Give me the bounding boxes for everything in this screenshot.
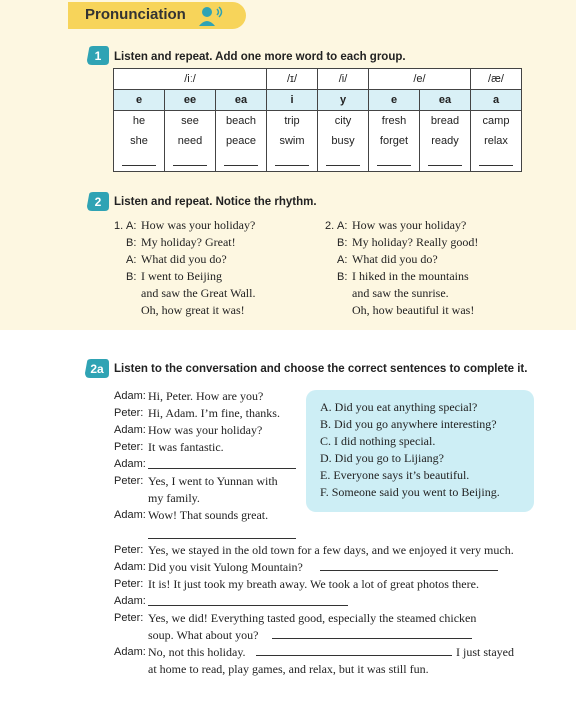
answer-blank[interactable] (320, 558, 498, 571)
exercise-badge-2: 2 (86, 191, 110, 213)
option-c: C. I did nothing special. (320, 434, 436, 448)
conversation-line: Hi, Adam. I’m fine, thanks. (148, 406, 280, 420)
spelling-cell: ea (420, 90, 471, 111)
word-cell: beach (216, 111, 267, 132)
conversation-line: soup. What about you? (148, 628, 259, 642)
answer-blank[interactable] (165, 151, 216, 172)
answer-blank[interactable] (369, 151, 420, 172)
spelling-cell: y (318, 90, 369, 111)
dialogue-number: 2. (325, 220, 335, 232)
option-f: F. Someone said you went to Beijing. (320, 485, 500, 499)
dialogue-line: I hiked in the mountains (352, 269, 469, 283)
answer-blank[interactable] (216, 151, 267, 172)
speaker: Adam: (114, 646, 146, 658)
dialogue-2 (325, 217, 478, 319)
speaker: Adam: (114, 390, 146, 402)
speaker: B: (337, 237, 348, 249)
dialogue-line: How was your holiday? (141, 218, 256, 232)
speaker: Peter: (114, 544, 144, 556)
answer-blank[interactable] (420, 151, 471, 172)
dialogue-line: My holiday? Really good! (352, 235, 479, 249)
answer-blank[interactable] (114, 151, 165, 172)
answer-blank[interactable] (272, 626, 472, 639)
spelling-cell: a (471, 90, 522, 111)
conversation-line: Did you visit Yulong Mountain? (148, 560, 303, 574)
answer-blank[interactable] (471, 151, 522, 172)
spelling-cell: e (369, 90, 420, 111)
word-cell: relax (471, 131, 522, 151)
section-title: Pronunciation (85, 6, 186, 23)
phoneme-header: /i/ (318, 69, 369, 90)
conversation-line: I just stayed (456, 645, 514, 659)
conversation-line: It is! It just took my breath away. We took a lot of great photos there. (148, 577, 479, 591)
word-cell: bread (420, 111, 471, 132)
speaker: Adam: (114, 424, 146, 436)
speaker: Peter: (114, 441, 144, 453)
phoneme-header: /e/ (369, 69, 471, 90)
dialogue-line: What did you do? (141, 252, 227, 266)
exercise-badge-2a: 2a (84, 358, 110, 380)
spelling-cell: ea (216, 90, 267, 111)
dialogue-line: and saw the sunrise. (352, 286, 449, 300)
answer-blank[interactable] (148, 526, 296, 539)
conversation-line: Hi, Peter. How are you? (148, 389, 264, 403)
instruction-1: Listen and repeat. Add one more word to each group. (114, 51, 406, 63)
phoneme-header: /iː/ (114, 69, 267, 90)
conversation-line: Yes, I went to Yunnan with (148, 474, 278, 488)
conversation-line: at home to read, play games, and relax, but it was still fun. (148, 662, 429, 676)
dialogue-1 (114, 217, 255, 319)
speaker: Peter: (114, 578, 144, 590)
conversation-line: Yes, we did! Everything tasted good, especially the steamed chicken (148, 611, 477, 625)
listening-person-icon (198, 5, 224, 27)
answer-blank[interactable] (148, 593, 348, 606)
exercise-badge-1: 1 (86, 45, 110, 67)
dialogue-line: Oh, how great it was! (141, 303, 245, 317)
speaker: Peter: (114, 475, 144, 487)
conversation-line: Wow! That sounds great. (148, 508, 269, 522)
answer-blank[interactable] (148, 456, 296, 469)
speaker: B: (126, 237, 137, 249)
instruction-2: Listen and repeat. Notice the rhythm. (114, 196, 317, 208)
conversation-line: How was your holiday? (148, 423, 263, 437)
dialogue-line: Oh, how beautiful it was! (352, 303, 475, 317)
spelling-cell: e (114, 90, 165, 111)
word-cell: swim (267, 131, 318, 151)
word-cell: busy (318, 131, 369, 151)
speaker: A: (337, 254, 348, 266)
conversation-line: my family. (148, 491, 200, 505)
speaker: Adam: (114, 509, 146, 521)
options-box (306, 390, 534, 512)
word-cell: fresh (369, 111, 420, 132)
conversation-line: Yes, we stayed in the old town for a few days, and we enjoyed it very much. (148, 543, 514, 557)
dialogue-line: My holiday? Great! (141, 235, 236, 249)
word-cell: forget (369, 131, 420, 151)
phoneme-header: /æ/ (471, 69, 522, 90)
dialogue-line: and saw the Great Wall. (141, 286, 256, 300)
section-banner (68, 2, 246, 29)
conversation-line: It was fantastic. (148, 440, 224, 454)
speaker: Adam: (114, 458, 146, 470)
answer-blank[interactable] (256, 643, 452, 656)
word-cell: see (165, 111, 216, 132)
phonics-table (113, 68, 522, 172)
dialogue-number: 1. (114, 220, 124, 232)
speaker: A: (126, 254, 137, 266)
speaker: Adam: (114, 561, 146, 573)
word-cell: ready (420, 131, 471, 151)
instruction-2a: Listen to the conversation and choose the correct sentences to complete it. (114, 363, 528, 375)
option-d: D. Did you go to Lijiang? (320, 451, 444, 465)
dialogue-line: I went to Beijing (141, 269, 222, 283)
option-e: E. Everyone says it’s beautiful. (320, 468, 470, 482)
word-cell: she (114, 131, 165, 151)
word-cell: peace (216, 131, 267, 151)
word-cell: he (114, 111, 165, 132)
speaker: A: (126, 220, 137, 232)
speaker: A: (337, 220, 348, 232)
word-cell: need (165, 131, 216, 151)
option-a: A. Did you eat anything special? (320, 400, 478, 414)
speaker: B: (126, 271, 137, 283)
dialogue-line: How was your holiday? (352, 218, 467, 232)
answer-blank[interactable] (318, 151, 369, 172)
answer-blank[interactable] (267, 151, 318, 172)
speaker: Peter: (114, 407, 144, 419)
phoneme-header: /ɪ/ (267, 69, 318, 90)
spelling-cell: ee (165, 90, 216, 111)
speaker: Adam: (114, 595, 146, 607)
dialogue-line: What did you do? (352, 252, 438, 266)
speaker: B: (337, 271, 348, 283)
spelling-cell: i (267, 90, 318, 111)
word-cell: camp (471, 111, 522, 132)
word-cell: city (318, 111, 369, 132)
word-cell: trip (267, 111, 318, 132)
option-b: B. Did you go anywhere interesting? (320, 417, 497, 431)
speaker: Peter: (114, 612, 144, 624)
conversation-line: No, not this holiday. (148, 645, 246, 659)
